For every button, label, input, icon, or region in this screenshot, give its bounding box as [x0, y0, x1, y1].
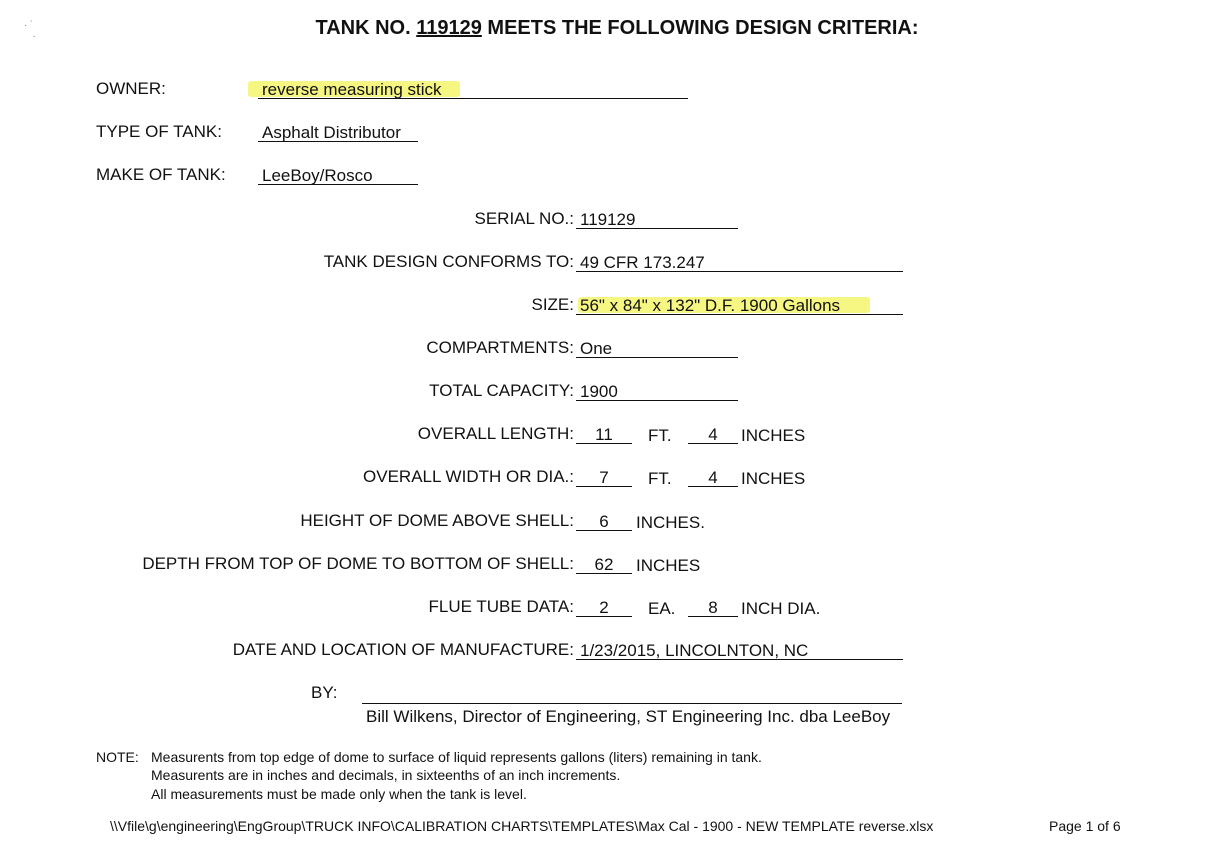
overall-width-in-label: INCHES — [741, 469, 806, 488]
size-label: SIZE: — [531, 295, 574, 314]
depth-unit: INCHES — [636, 556, 701, 575]
flue-tube-size-underline — [688, 616, 738, 617]
compartments-value: One — [580, 339, 613, 358]
overall-width-ft-value: 7 — [599, 468, 609, 487]
scan-specks: · ˙ · — [24, 20, 36, 42]
by-label: BY: — [311, 683, 338, 702]
design-conforms-value: 49 CFR 173.247 — [580, 253, 705, 272]
owner-label: OWNER: — [96, 79, 166, 98]
design-conforms-label: TANK DESIGN CONFORMS TO: — [323, 252, 574, 271]
depth-value: 62 — [594, 555, 614, 574]
size-underline — [576, 314, 903, 315]
dome-height-label: HEIGHT OF DOME ABOVE SHELL: — [300, 511, 574, 530]
compartments-underline — [576, 357, 738, 358]
depth-underline — [576, 573, 632, 574]
overall-length-ft-label: FT. — [648, 426, 672, 445]
overall-width-ft-label: FT. — [648, 469, 672, 488]
total-capacity-value: 1900 — [580, 382, 618, 401]
owner-underline — [258, 98, 688, 99]
manufacture-value: 1/23/2015, LINCOLNTON, NC — [580, 641, 809, 660]
note-line: Measurents are in inches and decimals, in sixteenths of an inch increments. — [151, 767, 621, 783]
file-path: \\Vfile\g\engineering\EngGroup\TRUCK INFO\CALIBRATION CHARTS\TEMPLATES\Max Cal - 1900 - NEW TEMPLATE reverse.xlsx — [110, 818, 934, 834]
compartments-label: COMPARTMENTS: — [426, 338, 574, 357]
overall-length-in-label: INCHES — [741, 426, 806, 445]
depth-label: DEPTH FROM TOP OF DOME TO BOTTOM OF SHELL: — [142, 554, 574, 573]
total-capacity-label: TOTAL CAPACITY: — [429, 381, 574, 400]
note-line: All measurements must be made only when the tank is level. — [151, 786, 527, 802]
overall-length-label: OVERALL LENGTH: — [417, 424, 574, 443]
overall-length-ft-underline — [576, 443, 632, 444]
serial-no-value: 119129 — [580, 210, 636, 229]
type-of-tank-label: TYPE OF TANK: — [96, 122, 222, 141]
flue-tube-count-label: EA. — [648, 599, 676, 618]
signer-name: Bill Wilkens, Director of Engineering, ST Engineering Inc. dba LeeBoy — [366, 707, 891, 726]
flue-tube-label: FLUE TUBE DATA: — [428, 597, 574, 616]
overall-width-in-underline — [688, 486, 738, 487]
document-title — [0, 18, 1210, 38]
type-of-tank-value: Asphalt Distributor — [262, 123, 401, 142]
flue-tube-size-value: 8 — [708, 598, 718, 617]
overall-length-in-underline — [688, 443, 738, 444]
size-value: 56" x 84" x 132" D.F. 1900 Gallons — [580, 296, 841, 315]
flue-tube-size-label: INCH DIA. — [741, 599, 821, 618]
serial-no-label: SERIAL NO.: — [474, 209, 574, 228]
overall-length-in-value: 4 — [708, 425, 718, 444]
make-of-tank-underline — [258, 184, 418, 185]
serial-no-underline — [576, 228, 738, 229]
flue-tube-count-underline — [576, 616, 632, 617]
title-prefix: TANK NO. — [315, 17, 411, 39]
owner-value: reverse measuring stick — [262, 80, 442, 99]
dome-height-unit: INCHES. — [636, 513, 705, 532]
design-conforms-underline — [576, 271, 903, 272]
title-tank-number: 119129 — [416, 17, 482, 39]
overall-length-ft-value: 11 — [595, 425, 613, 444]
dome-height-value: 6 — [599, 512, 609, 531]
overall-width-label: OVERALL WIDTH OR DIA.: — [363, 467, 574, 486]
title-suffix: MEETS THE FOLLOWING DESIGN CRITERIA: — [487, 17, 919, 39]
manufacture-underline — [576, 659, 903, 660]
total-capacity-underline — [576, 400, 738, 401]
make-of-tank-value: LeeBoy/Rosco — [262, 166, 373, 185]
note-line: Measurents from top edge of dome to surface of liquid represents gallons (liters) remaining in tank. — [151, 749, 762, 765]
dome-height-underline — [576, 530, 632, 531]
make-of-tank-label: MAKE OF TANK: — [96, 165, 226, 184]
note-label: NOTE: — [96, 749, 139, 765]
overall-width-ft-underline — [576, 486, 632, 487]
type-of-tank-underline — [258, 141, 418, 142]
signature-line — [362, 703, 902, 704]
page-number: Page 1 of 6 — [1049, 818, 1121, 834]
flue-tube-count-value: 2 — [599, 598, 609, 617]
overall-width-in-value: 4 — [708, 468, 718, 487]
manufacture-label: DATE AND LOCATION OF MANUFACTURE: — [232, 640, 574, 659]
